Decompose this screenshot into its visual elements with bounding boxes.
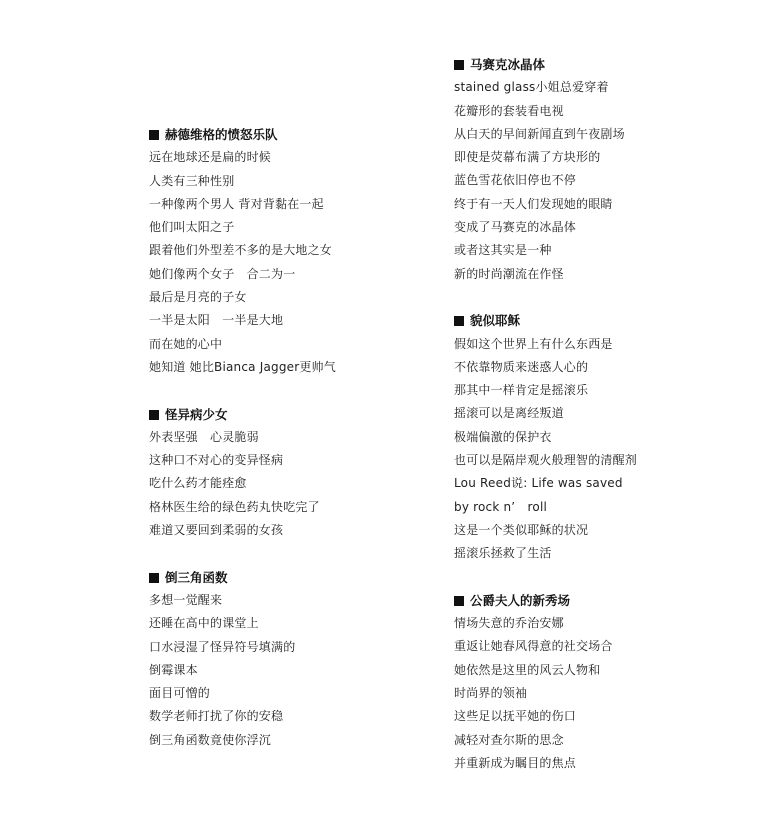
poem-title (454, 309, 754, 332)
poem-line: 面目可憎的 (149, 686, 211, 701)
poem-line: 从白天的早间新闻直到午夜剧场 (454, 126, 625, 141)
poem-line: 而在她的心中 (149, 336, 223, 351)
poem-line: 她依然是这里的风云人物和 (454, 662, 601, 677)
right-column (454, 53, 754, 775)
poem-title-text: 赫德维格的愤怒乐队 (165, 127, 278, 142)
square-bullet-icon (454, 596, 464, 606)
poem-line: 减轻对查尔斯的思念 (454, 732, 564, 747)
poem-line: 外表坚强 心灵脆弱 (149, 429, 259, 444)
poem-line: 摇滚可以是离经叛道 (454, 406, 564, 421)
poem-spacer (454, 566, 754, 589)
poem-line: 数学老师打扰了你的安稳 (149, 709, 284, 724)
poem-line: 也可以是隔岸观火般理智的清醒剂 (454, 453, 638, 468)
poem-line: 变成了马赛克的冰晶体 (454, 220, 577, 235)
poem-line: 蓝色雪花依旧停也不停 (454, 173, 577, 188)
poem-line: stained glass小姐总爱穿着 (454, 80, 609, 95)
left-column (149, 123, 439, 752)
poem-line: 她知道 她比Bianca Jagger更帅气 (149, 359, 336, 374)
poem-line: 倒霉课本 (149, 662, 198, 677)
poem-line: 她们像两个女子 合二为一 (149, 266, 296, 281)
square-bullet-icon (149, 410, 159, 420)
poem-line: 一半是太阳 一半是大地 (149, 313, 284, 328)
poem-line: 新的时尚潮流在作怪 (454, 266, 564, 281)
poem-line: by rock n’ roll (454, 499, 548, 514)
poem-line: 这些足以抚平她的伤口 (454, 709, 577, 724)
poem-line: 那其中一样肯定是摇滚乐 (454, 383, 589, 398)
square-bullet-icon (454, 60, 464, 70)
square-bullet-icon (149, 130, 159, 140)
poem-line: 即使是荧幕布满了方块形的 (454, 150, 601, 165)
poem-line: 人类有三种性别 (149, 173, 235, 188)
poem-title (454, 53, 754, 76)
poem-line: 跟着他们外型差不多的是大地之女 (149, 243, 333, 258)
poem-line: 极端偏激的保护衣 (454, 429, 552, 444)
poem (454, 589, 754, 775)
poem-title-text: 倒三角函数 (165, 569, 228, 585)
poem-title-text: 公爵夫人的新秀场 (470, 592, 571, 608)
poem-line: 这种口不对心的变异怪病 (149, 453, 284, 468)
square-bullet-icon (454, 316, 464, 326)
poem-title-text: 貌似耶稣 (470, 313, 521, 329)
poem (149, 566, 439, 752)
poem-line: 难道又要回到柔弱的女孩 (149, 523, 284, 538)
poem-line: 吃什么药才能痊愈 (149, 476, 247, 491)
poem-line: 时尚界的领袖 (454, 686, 528, 701)
poem-line: 并重新成为瞩目的焦点 (454, 755, 577, 770)
poem-line: 情场失意的乔治安娜 (454, 616, 564, 631)
poem (149, 123, 439, 379)
square-bullet-icon (149, 573, 159, 583)
poem-title (149, 403, 439, 426)
poem-line: 摇滚乐拯救了生活 (454, 546, 552, 561)
poem-line: 或者这其实是一种 (454, 243, 552, 258)
poem (454, 309, 754, 565)
poem-line: 他们叫太阳之子 (149, 220, 235, 235)
poem-line: 还睡在高中的课堂上 (149, 616, 259, 631)
poem-line: 假如这个世界上有什么东西是 (454, 336, 613, 351)
poem-line: 终于有一天人们发现她的眼睛 (454, 196, 613, 211)
poem-line: 重返让她春风得意的社交场合 (454, 639, 613, 654)
poem-line: 这是一个类似耶稣的状况 (454, 522, 589, 537)
poem-line: 不依靠物质来迷惑人心的 (454, 359, 589, 374)
poem-line: 口水浸湿了怪异符号填满的 (149, 639, 296, 654)
poem-line: 远在地球还是扁的时候 (149, 150, 272, 165)
poem-title-text: 马赛克冰晶体 (470, 57, 546, 72)
poem-line: 最后是月亮的子女 (149, 290, 247, 305)
poem-title (149, 566, 439, 589)
poem-line: 多想一觉醒来 (149, 592, 223, 607)
poem-title (149, 123, 439, 146)
poem-title-text: 怪异病少女 (165, 406, 228, 422)
poem-spacer (149, 542, 439, 565)
poem-line: 花瓣形的套装看电视 (454, 103, 564, 118)
poem (149, 403, 439, 543)
poem (454, 53, 754, 286)
poem-line: 倒三角函数竟使你浮沉 (149, 732, 272, 747)
poem-spacer (454, 286, 754, 309)
poem-line: Lou Reed说: Life was saved (454, 476, 623, 491)
poem-line: 一种像两个男人 背对背黏在一起 (149, 196, 324, 211)
poem-spacer (149, 379, 439, 402)
poem-title (454, 589, 754, 612)
poem-line: 格林医生给的绿色药丸快吃完了 (149, 499, 320, 514)
